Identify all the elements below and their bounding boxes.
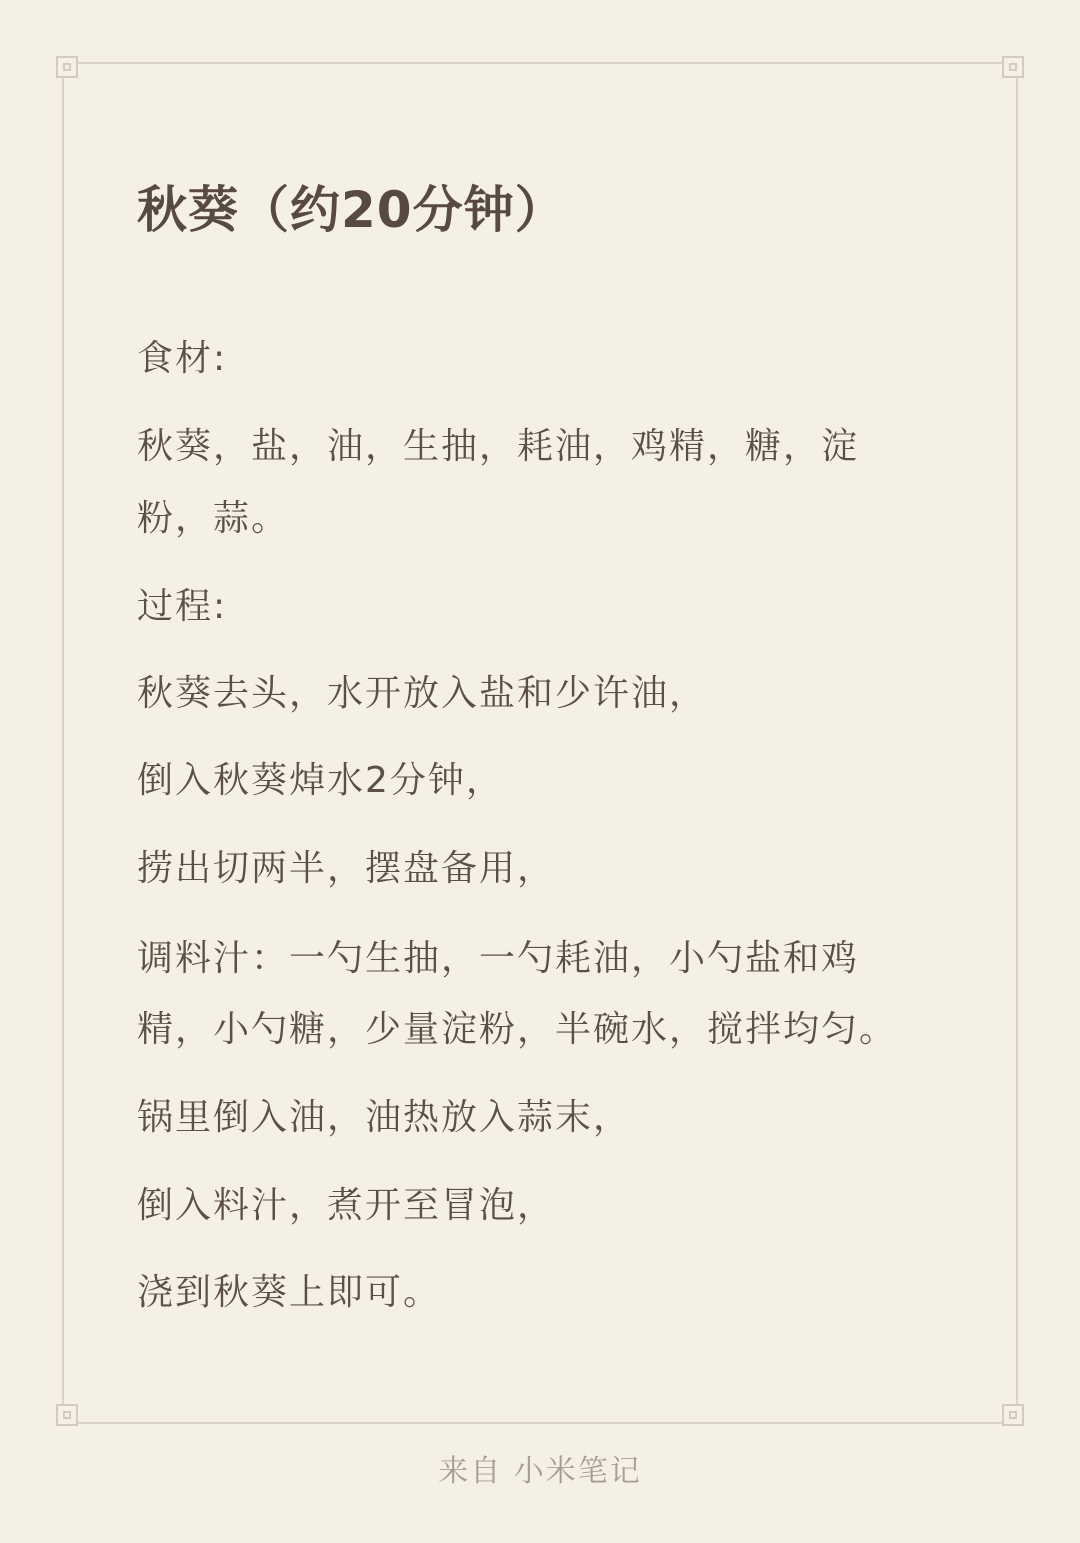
process-step: 捞出切两半，摆盘备用， [137, 848, 556, 889]
process-step: 秋葵去头，水开放入盐和少许油， [137, 673, 708, 714]
ingredients-line: 粉，蒜。 [137, 498, 290, 539]
footer-source-label: 来自 小米笔记 [438, 1454, 642, 1489]
process-step: 精，小勺糖，少量淀粉，半碗水，搅拌均匀。 [137, 1009, 898, 1050]
note-title: 秋葵（约20分钟） [137, 181, 566, 239]
process-step: 锅里倒入油，油热放入蒜末， [137, 1097, 632, 1138]
frame-corner-ornament [56, 1404, 78, 1426]
process-step: 倒入料汁，煮开至冒泡， [137, 1185, 556, 1226]
frame-corner-ornament [1002, 56, 1024, 78]
process-step: 调料汁：一勺生抽，一勺耗油，小勺盐和鸡 [137, 938, 860, 979]
ingredients-line: 秋葵，盐，油，生抽，耗油，鸡精，糖，淀 [137, 426, 860, 467]
frame-corner-ornament [1002, 1404, 1024, 1426]
frame-corner-ornament [56, 56, 78, 78]
process-heading: 过程: [137, 586, 228, 627]
ingredients-heading: 食材: [137, 338, 228, 379]
process-step: 倒入秋葵焯水2分钟， [137, 760, 504, 801]
process-step: 浇到秋葵上即可。 [137, 1272, 442, 1313]
